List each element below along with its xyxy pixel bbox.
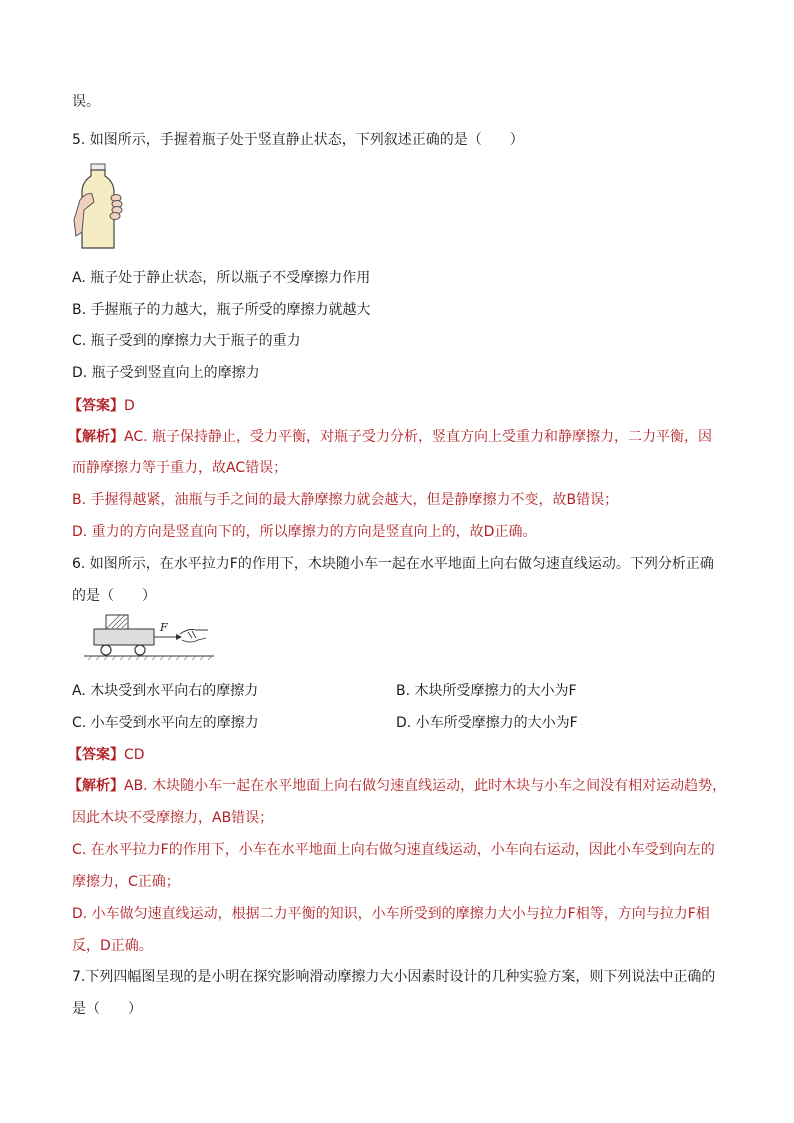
- bottle-body: [82, 170, 114, 248]
- cart-wheel: [101, 645, 111, 655]
- top-fragment: 误。: [72, 94, 100, 110]
- q5-answer: [68, 396, 135, 416]
- answer-value: CD: [124, 747, 145, 763]
- q6-option-d: D. 小车所受摩擦力的大小为F: [396, 715, 578, 731]
- pulling-hand: [180, 630, 208, 643]
- q6-option-a: A. 木块受到水平向右的摩擦力: [72, 683, 259, 699]
- q6-analysis-line-2: 因此木块不受摩擦力，AB错误；: [72, 810, 274, 826]
- q5-option-c: C. 瓶子受到的摩擦力大于瓶子的重力: [72, 333, 301, 349]
- q5-analysis-line-1: [68, 427, 712, 447]
- cart-wheel: [135, 645, 145, 655]
- q6-analysis-line-4: 摩擦力，C正确；: [72, 874, 180, 890]
- cart-body: [94, 629, 154, 645]
- q5-option-a: A. 瓶子处于静止状态，所以瓶子不受摩擦力作用: [72, 270, 371, 286]
- answer-value: D: [124, 398, 135, 414]
- force-arrow-head: [176, 634, 182, 640]
- q6-stem-line-1: 6. 如图所示，在水平拉力F的作用下，木块随小车一起在水平地面上向右做匀速直线运动。下列分析正确: [72, 556, 714, 572]
- q6-answer: [68, 745, 145, 765]
- bottle-hand-figure: [72, 162, 124, 252]
- analysis-text: AB. 木块随小车一起在水平地面上向右做匀速直线运动，此时木块与小车之间没有相对运动趋势，: [124, 778, 727, 794]
- cart-block-figure: [84, 612, 214, 662]
- analysis-text: AC. 瓶子保持静止，受力平衡，对瓶子受力分析，竖直方向上受重力和静摩擦力，二力平衡，因: [124, 429, 713, 445]
- q6-analysis-line-1: [68, 776, 726, 796]
- q5-option-d: D. 瓶子受到竖直向上的摩擦力: [72, 365, 260, 381]
- q7-stem-line-2: 是（ ）: [72, 1001, 142, 1017]
- q5-analysis-line-4: D. 重力的方向是竖直向下的，所以摩擦力的方向是竖直向上的，故D正确。: [72, 524, 537, 540]
- q6-analysis-line-6: 反，D正确。: [72, 938, 153, 954]
- q6-stem-line-2: 的是（ ）: [72, 588, 156, 604]
- wooden-block: [106, 615, 128, 629]
- q5-stem: 5. 如图所示，手握着瓶子处于竖直静止状态，下列叙述正确的是（ ）: [72, 132, 524, 148]
- analysis-label: 【解析】: [68, 429, 124, 445]
- q6-option-c: C. 小车受到水平向左的摩擦力: [72, 715, 259, 731]
- finger: [110, 213, 120, 220]
- q7-stem-line-1: 7.下列四幅图呈现的是小明在探究影响滑动摩擦力大小因素时设计的几种实验方案，则下列说法中正确的: [72, 969, 716, 985]
- q6-analysis-line-5: D. 小车做匀速直线运动，根据二力平衡的知识，小车所受到的摩擦力大小与拉力F相等，方向与拉力F相: [72, 906, 710, 922]
- answer-label: 【答案】: [68, 747, 124, 763]
- q5-analysis-line-2: 而静摩擦力等于重力，故AC错误；: [72, 460, 288, 476]
- force-label: F: [160, 621, 168, 634]
- q6-analysis-line-3: C. 在水平拉力F的作用下，小车在水平地面上向右做匀速直线运动，小车向右运动，因此小车受到向左的: [72, 842, 715, 858]
- q5-analysis-line-3: B. 手握得越紧，油瓶与手之间的最大静摩擦力就会越大，但是静摩擦力不变，故B错误；: [72, 492, 619, 508]
- q6-option-b: B. 木块所受摩擦力的大小为F: [396, 683, 577, 699]
- answer-label: 【答案】: [68, 398, 124, 414]
- q5-option-b: B. 手握瓶子的力越大，瓶子所受的摩擦力就越大: [72, 302, 371, 318]
- bottle-cap: [91, 164, 105, 170]
- analysis-label: 【解析】: [68, 778, 124, 794]
